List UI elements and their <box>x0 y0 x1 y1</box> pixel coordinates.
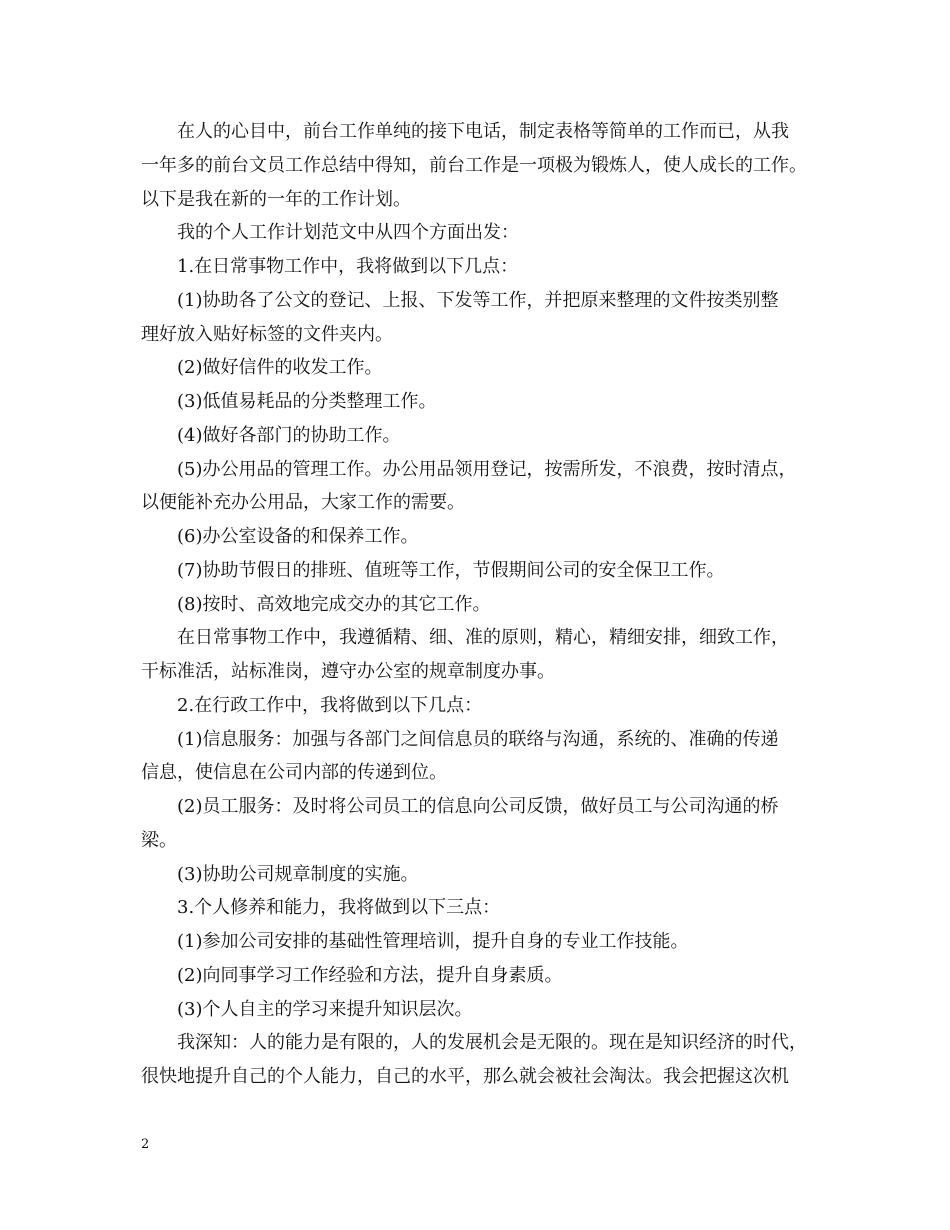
section-heading: 2.在行政工作中，我将做到以下几点： <box>177 694 483 716</box>
list-item: (4)做好各部门的协助工作。 <box>177 424 401 446</box>
text-line: 以便能补充办公用品，大家工作的需要。 <box>141 492 465 514</box>
text-line: 在日常事物工作中，我遵循精、细、准的原则，精心，精细安排，细致工作， <box>177 627 789 649</box>
list-item: (1)信息服务：加强与各部门之间信息员的联络与沟通，系统的、准确的传递 <box>177 728 779 750</box>
text-line: 干标准活，站标准岗，遵守办公室的规章制度办事。 <box>141 661 555 682</box>
list-item: (8)按时、高效地完成交办的其它工作。 <box>177 593 491 615</box>
text-line: 梁。 <box>141 829 177 851</box>
list-item: (3)低值易耗品的分类整理工作。 <box>177 391 437 412</box>
text-line: 以下是我在新的一年的工作计划。 <box>141 188 411 210</box>
list-item: (2)做好信件的收发工作。 <box>177 357 383 379</box>
list-item: (3)个人自主的学习来提升知识层次。 <box>177 998 473 1020</box>
document-body <box>141 115 831 1094</box>
text-line: 信息，使信息在公司内部的传递到位。 <box>141 762 447 784</box>
text-line: 很快地提升自己的个人能力，自己的水平，那么就会被社会淘汰。我会把握这次机 <box>141 1066 789 1087</box>
list-item: (2)向同事学习工作经验和方法，提升自身素质。 <box>177 964 563 986</box>
section-heading: 3.个人修养和能力，我将做到以下三点： <box>177 897 501 919</box>
list-item: (1)参加公司安排的基础性管理培训，提升自身的专业工作技能。 <box>177 931 689 952</box>
list-item: (3)协助公司规章制度的实施。 <box>177 863 419 885</box>
list-item: (1)协助各了公文的登记、上报、下发等工作，并把原来整理的文件按类别整 <box>177 289 779 311</box>
list-item: (5)办公用品的管理工作。办公用品领用登记，按需所发，不浪费，按时清点， <box>177 458 797 480</box>
text-line: 一年多的前台文员工作总结中得知，前台工作是一项极为锻炼人，使人成长的工作。 <box>141 154 807 176</box>
text-line: 我深知：人的能力是有限的，人的发展机会是无限的。现在是知识经济的时代， <box>177 1032 807 1054</box>
text-line: 在人的心目中，前台工作单纯的接下电话，制定表格等简单的工作而已，从我 <box>177 121 789 142</box>
list-item: (6)办公室设备的和保养工作。 <box>177 526 419 547</box>
list-item: (2)员工服务：及时将公司员工的信息向公司反馈，做好员工与公司沟通的桥 <box>177 796 779 817</box>
page-number: 2 <box>141 1137 150 1152</box>
text-line: 我的个人工作计划范文中从四个方面出发： <box>177 222 519 244</box>
text-line: 理好放入贴好标签的文件夹内。 <box>141 323 393 345</box>
list-item: (7)协助节假日的排班、值班等工作，节假期间公司的安全保卫工作。 <box>177 559 725 581</box>
section-heading: 1.在日常事物工作中，我将做到以下几点： <box>177 256 519 277</box>
